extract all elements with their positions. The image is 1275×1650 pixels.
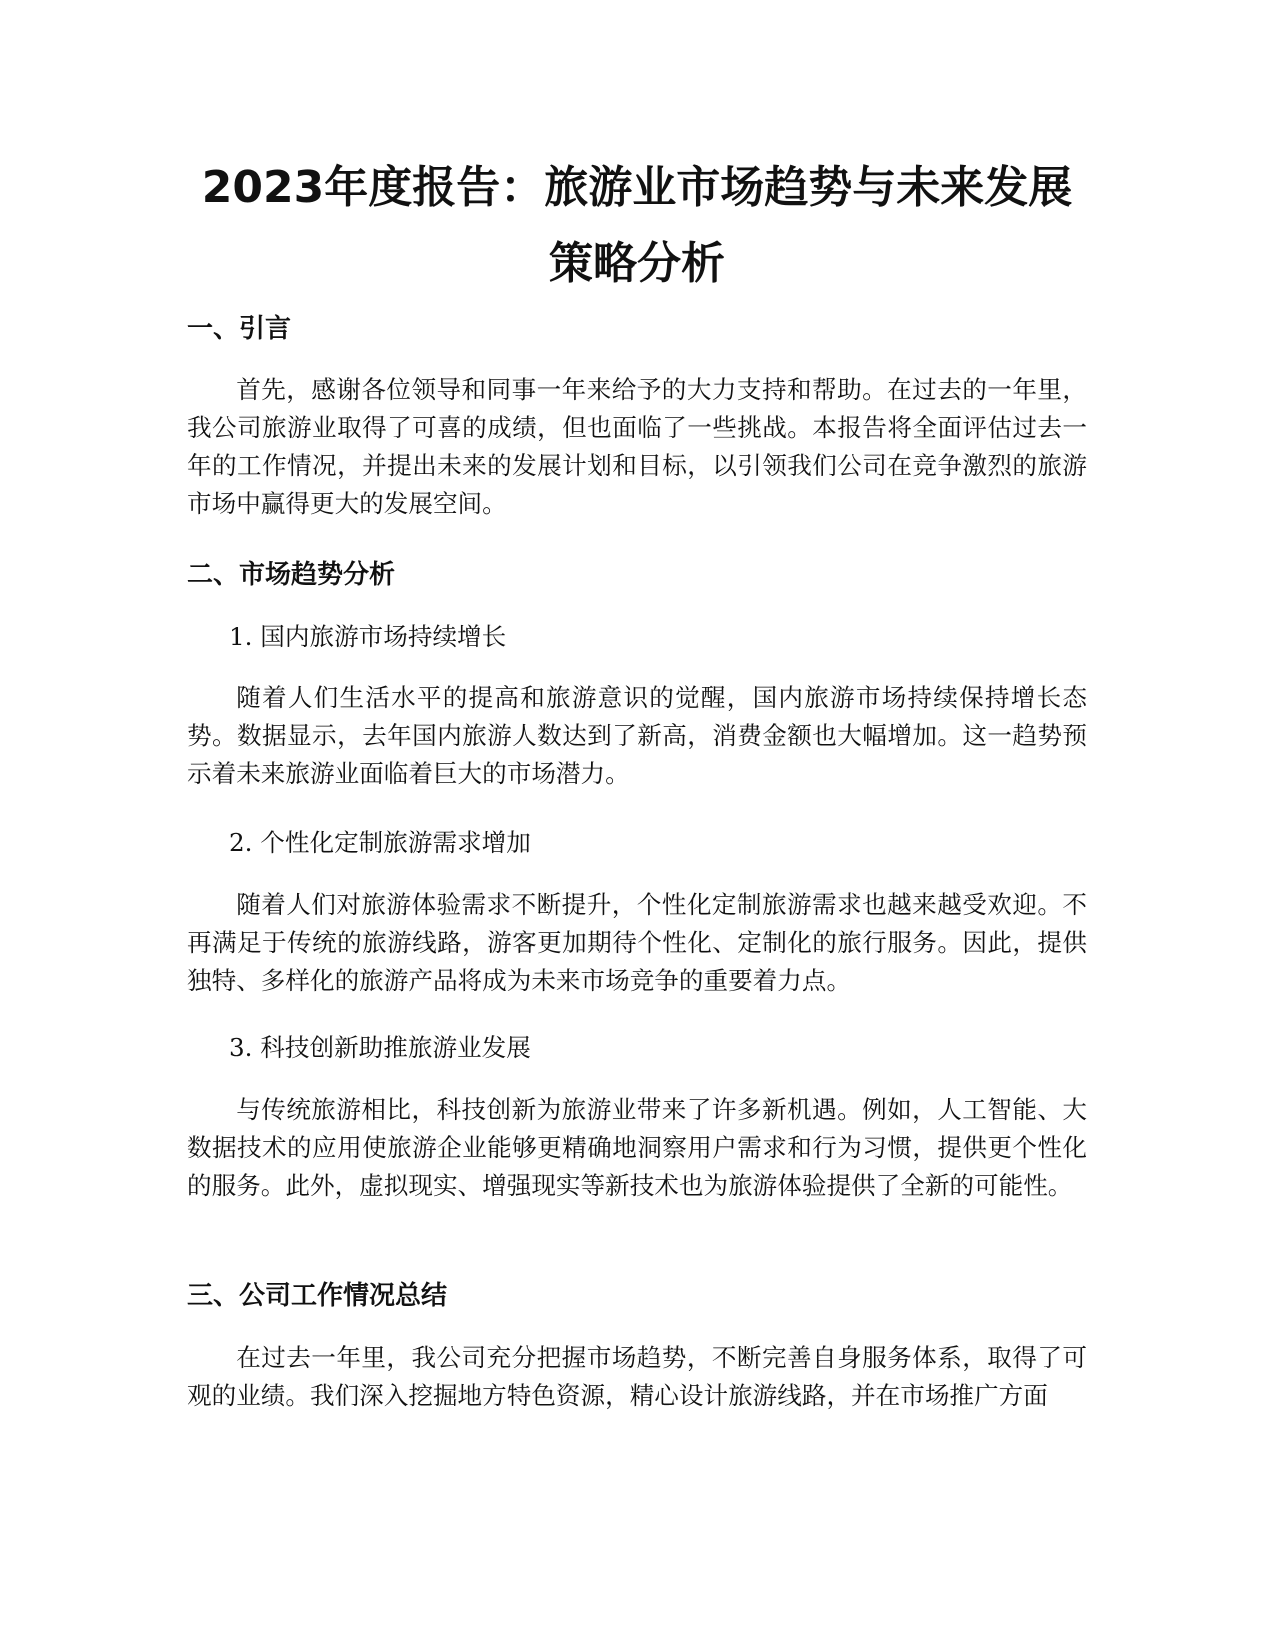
- customized-travel-paragraph: 随着人们对旅游体验需求不断提升，个性化定制旅游需求也越来越受欢迎。不再满足于传统的旅游线路，游客更加期待个性化、定制化的旅行服务。因此，提供独特、多样化的旅游产品将成为未来市场竞争的重要着力点。: [187, 890, 1087, 995]
- tech-innovation-paragraph: 与传统旅游相比，科技创新为旅游业带来了许多新机遇。例如，人工智能、大数据技术的应用使旅游企业能够更精确地洞察用户需求和行为习惯，提供更个性化的服务。此外，虚拟现实、增强现实等新技术也为旅游体验提供了全新的可能性。: [187, 1095, 1087, 1200]
- list-item-customized-travel: 2. 个性化定制旅游需求增加: [229, 828, 531, 857]
- list-item-tech-innovation: 3. 科技创新助推旅游业发展: [229, 1033, 531, 1062]
- section-heading-market-trends: 二、市场趋势分析: [187, 560, 396, 590]
- section-heading-introduction: 一、引言: [187, 314, 292, 344]
- introduction-paragraph: 首先，感谢各位领导和同事一年来给予的大力支持和帮助。在过去的一年里，我公司旅游业取得了可喜的成绩，但也面临了一些挑战。本报告将全面评估过去一年的工作情况，并提出未来的发展计划和目标，以引领我们公司在竞争激烈的旅游市场中赢得更大的发展空间。: [187, 375, 1087, 518]
- list-item-domestic-growth: 1. 国内旅游市场持续增长: [229, 622, 507, 651]
- section-heading-company-summary: 三、公司工作情况总结: [187, 1281, 448, 1311]
- document-title: 2023年度报告：旅游业市场趋势与未来发展策略分析: [201, 162, 1073, 289]
- domestic-growth-paragraph: 随着人们生活水平的提高和旅游意识的觉醒，国内旅游市场持续保持增长态势。数据显示，去年国内旅游人数达到了新高，消费金额也大幅增加。这一趋势预示着未来旅游业面临着巨大的市场潜力。: [187, 683, 1087, 788]
- company-summary-paragraph: 在过去一年里，我公司充分把握市场趋势，不断完善自身服务体系，取得了可观的业绩。我们深入挖掘地方特色资源，精心设计旅游线路，并在市场推广方面: [187, 1343, 1087, 1410]
